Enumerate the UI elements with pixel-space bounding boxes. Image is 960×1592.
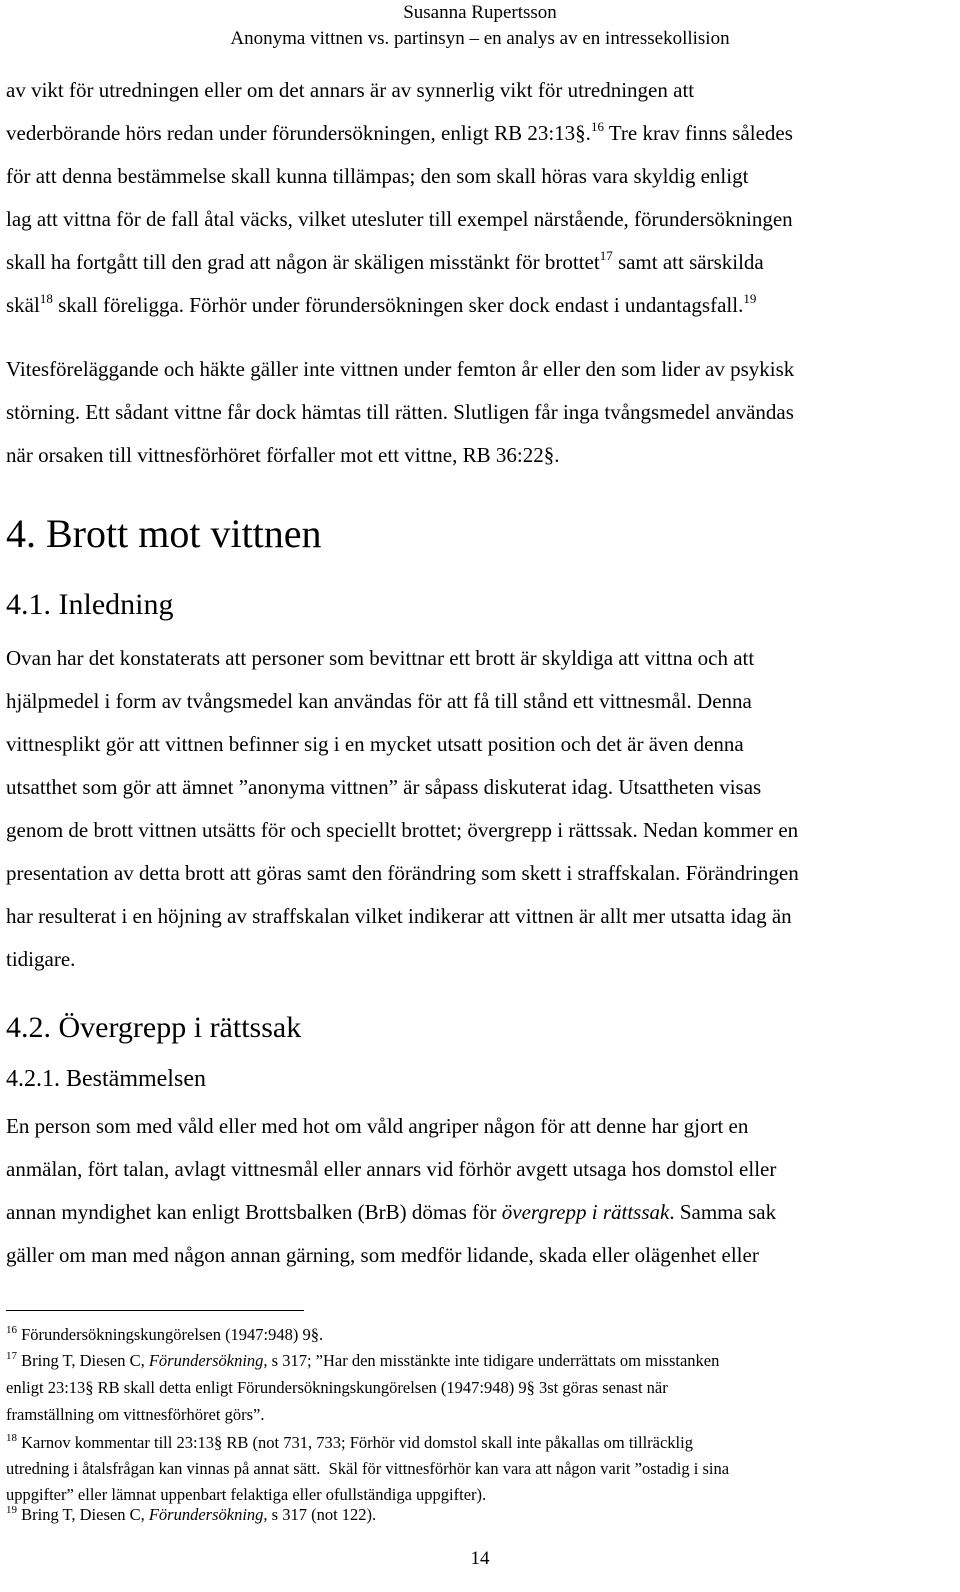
body-line: genom de brott vittnen utsätts för och speciellt brottet; övergrepp i rättssak. Nedan kommer en [6,818,799,842]
body-line: lag att vittna för de fall åtal väcks, vilket utesluter till exempel närstående, förundersökningen [6,207,793,231]
footnote-18-line: utredning i åtalsfrågan kan vinnas på annat sätt. Skäl för vittnesförhör kan vara att någon varit ”ostadig i sina [6,1459,730,1478]
body-line: skäl$^{18}$ skall föreligga. Förhör under förundersökningen sker dock endast i undantagsfall.$^{19}$ [6,291,757,317]
subsubsection-heading: 4.2.1. Bestämmelsen [6,1066,206,1092]
body-line: anmälan, fört talan, avlagt vittnesmål eller annars vid förhör avgett utsaga hos domstol eller [6,1157,777,1181]
subsection-heading: 4.1. Inledning [6,588,174,621]
footnote-19: $^{19}$ Bring T, Diesen C, Förundersökning, s 317 (not 122). [6,1504,377,1524]
body-line: gäller om man med någon annan gärning, som medför lidande, skada eller olägenhet eller [6,1243,759,1267]
body-line: hjälpmedel i form av tvångsmedel kan användas för att få till stånd ett vittnesmål. Denna [6,689,752,713]
body-line: har resulterat i en höjning av straffskalan vilket indikerar att vittnen är allt mer utsatta idag än [6,904,792,928]
running-header-author: Susanna Rupertsson [403,2,557,23]
footnote-ref: 17 [599,248,613,263]
subsection-heading: 4.2. Övergrepp i rättssak [6,1011,302,1044]
footnote-17-line: enligt 23:13§ RB skall detta enligt Förundersökningskungörelsen (1947:948) 9§ 3st göras senast när [6,1378,668,1397]
section-heading: 4. Brott mot vittnen [6,511,322,556]
footnote-ref: 16 [590,119,604,134]
body-line: utsatthet som gör att ämnet ”anonyma vittnen” är såpass diskuterat idag. Utsattheten visas [6,775,762,799]
body-line: annan myndighet kan enligt Brottsbalken (BrB) dömas för övergrepp i rättssak. Samma sak [6,1200,777,1224]
footnote-18: $^{18}$ Karnov kommentar till 23:13§ RB (not 731, 733; Förhör vid domstol skall inte påkallas om tillräcklig [6,1432,693,1452]
footnote-ref: 18 [39,291,53,306]
body-line: av vikt för utredningen eller om det annars är av synnerlig vikt för utredningen att [6,78,695,102]
body-line: för att denna bestämmelse skall kunna tillämpas; den som skall höras vara skyldig enligt [6,164,749,188]
body-line: störning. Ett sådant vittne får dock hämtas till rätten. Slutligen får inga tvångsmedel användas [6,400,794,424]
footnote-18-line: uppgifter” eller lämnat uppenbart felaktiga eller ofullständiga uppgifter). [6,1485,487,1504]
body-line: vittnesplikt gör att vittnen befinner sig i en mycket utsatt position och det är även denna [6,732,744,756]
body-line: presentation av detta brott att göras samt den förändring som skett i straffskalan. Förändringen [6,861,799,885]
body-line: vederbörande hörs redan under förundersökningen, enligt RB 23:13§.$^{16}$ Tre krav finns således [6,119,793,145]
footnote-17: $^{17}$ Bring T, Diesen C, Förundersökning, s 317; ”Har den misstänkte inte tidigare underrättats om misstanken [6,1350,720,1370]
footnote-17-line: framställning om vittnesförhöret görs”. [6,1405,265,1424]
body-line: Ovan har det konstaterats att personer som bevittnar ett brott är skyldiga att vittna och att [6,646,755,670]
body-line: när orsaken till vittnesförhöret förfaller mot ett vittne, RB 36:22§. [6,443,560,467]
running-header-title: Anonyma vittnen vs. partinsyn – en analys av en intressekollision [230,28,730,49]
footnote-ref: 19 [743,291,757,306]
footnote-separator [6,1310,304,1311]
italic-term: övergrepp i rättssak [501,1200,670,1224]
footnote-16: $^{16}$ Förundersökningskungörelsen (1947:948) 9§. [6,1324,324,1344]
body-line: tidigare. [6,947,76,971]
page-number: 14 [470,1548,490,1569]
body-line: skall ha fortgått till den grad att någon är skäligen misstänkt för brottet$^{17}$ samt att särskilda [6,248,764,274]
body-line: Vitesföreläggande och häkte gäller inte vittnen under femton år eller den som lider av psykisk [6,357,795,381]
body-line: En person som med våld eller med hot om våld angriper någon för att denne har gjort en [6,1114,749,1138]
